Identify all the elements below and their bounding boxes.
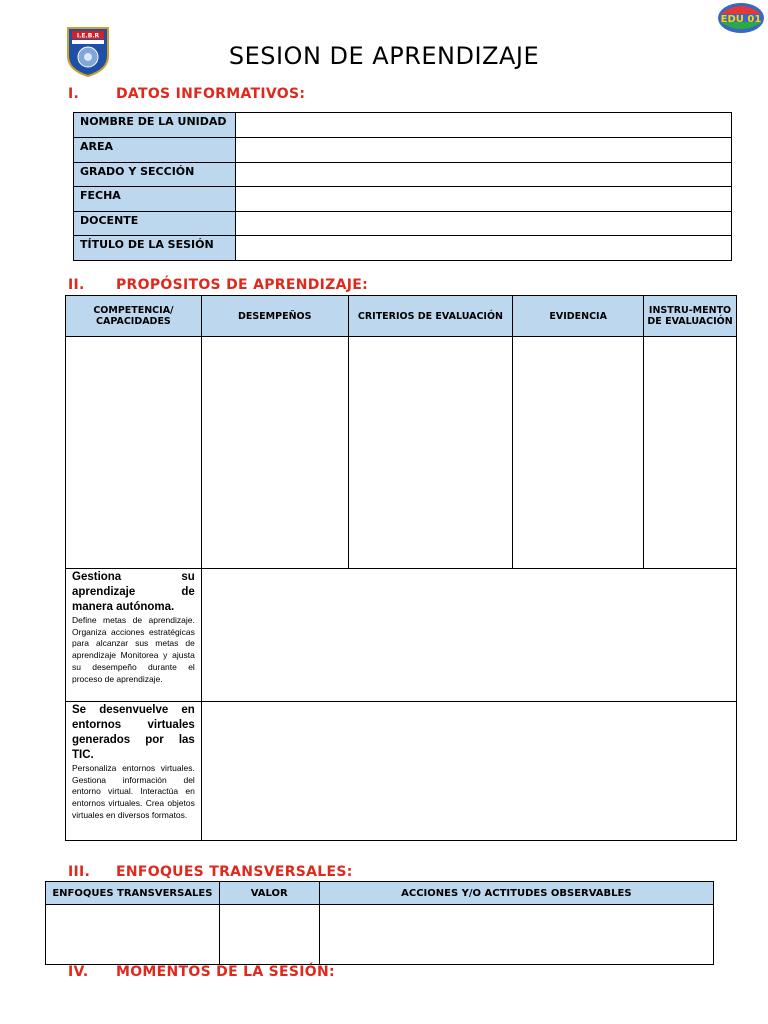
header-enfoques: ENFOQUES TRANSVERSALES (46, 882, 220, 905)
competencia-entornos (66, 702, 202, 841)
edu-logo (717, 2, 765, 34)
competencia-gestiona (66, 569, 202, 702)
header-evidencia: EVIDENCIA (513, 296, 644, 337)
datos-value[interactable] (235, 113, 731, 138)
competencia-desc: Define metas de aprendizaje. Organiza acciones estratégicas para alcanzar sus metas de aprendizaje Monitorea y ajusta su desempeño durante el proceso de aprendizaje. (72, 615, 195, 684)
datos-value[interactable] (235, 236, 731, 261)
datos-label: DOCENTE (74, 212, 236, 236)
datos-label: GRADO Y SECCIÓN (74, 163, 236, 187)
datos-value[interactable] (235, 163, 731, 187)
datos-value[interactable] (235, 187, 731, 212)
edu-logo-text: EDU 01 (720, 14, 762, 25)
enfoques-table (45, 881, 714, 965)
datos-label: NOMBRE DE LA UNIDAD (74, 113, 236, 138)
competencia-title: Gestiona su aprendizaje de manera autónoma. (72, 571, 195, 613)
cell-instrumento[interactable] (644, 337, 737, 569)
datos-value[interactable] (235, 212, 731, 236)
cell-acciones[interactable] (319, 905, 713, 965)
cell-desempenos[interactable] (201, 337, 348, 569)
section-2-number: II. (68, 277, 85, 293)
section-1-label: DATOS INFORMATIVOS: (116, 86, 306, 102)
competencia-desc: Personaliza entornos virtuales. Gestiona información del entorno virtual. Interactúa en entornos virtuales. Crea objetos virtuales en diversos formatos. (72, 763, 195, 820)
datos-label: TÍTULO DE LA SESIÓN (74, 236, 236, 261)
datos-label: AREA (74, 138, 236, 163)
competencia-title: Se desenvuelve en entornos virtuales generados por las TIC. (72, 704, 195, 761)
crest-text: I.E.B.R (76, 32, 100, 40)
header-acciones: ACCIONES Y/O ACTITUDES OBSERVABLES (319, 882, 713, 905)
competencia-entornos-content[interactable] (201, 702, 736, 841)
header-valor: VALOR (219, 882, 319, 905)
header-criterios: CRITERIOS DE EVALUACIÓN (348, 296, 513, 337)
header-instrumento: INSTRU-MENTO DE EVALUACIÓN (644, 296, 737, 337)
section-2-label: PROPÓSITOS DE APRENDIZAJE: (116, 277, 369, 293)
section-4-label: MOMENTOS DE LA SESIÓN: (116, 964, 335, 980)
header-desempenos: DESEMPEÑOS (201, 296, 348, 337)
competencia-gestiona-content[interactable] (201, 569, 736, 702)
section-4-number: IV. (68, 964, 89, 980)
propositos-table (65, 295, 737, 841)
section-3-heading (68, 864, 353, 880)
cell-criterios[interactable] (348, 337, 513, 569)
datos-informativos-table (73, 112, 732, 261)
cell-competencia[interactable] (66, 337, 202, 569)
cell-valor[interactable] (219, 905, 319, 965)
header-competencia: COMPETENCIA/ CAPACIDADES (66, 296, 202, 337)
section-1-heading (68, 86, 305, 102)
section-2-heading (68, 277, 368, 293)
datos-label: FECHA (74, 187, 236, 212)
section-3-label: ENFOQUES TRANSVERSALES: (116, 864, 353, 880)
section-4-heading (68, 964, 335, 980)
cell-enfoques[interactable] (46, 905, 220, 965)
datos-value[interactable] (235, 138, 731, 163)
section-1-number: I. (68, 86, 80, 102)
section-3-number: III. (68, 864, 91, 880)
page-title: SESION DE APRENDIZAJE (228, 42, 540, 70)
cell-evidencia[interactable] (513, 337, 644, 569)
